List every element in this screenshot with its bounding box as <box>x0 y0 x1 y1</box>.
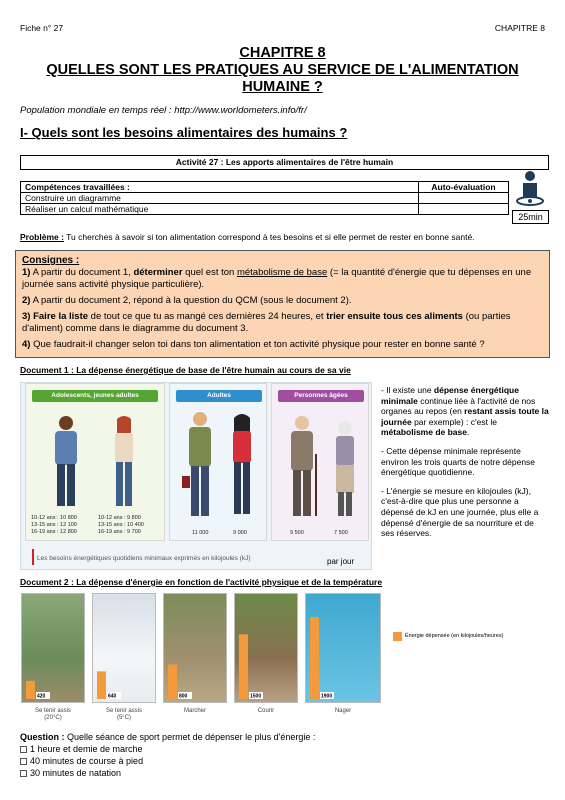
qcm <box>20 731 550 779</box>
qcm-option[interactable]: 1 heure et demie de marche <box>20 743 550 755</box>
elderly-woman-figure <box>330 420 360 520</box>
panel-title: Adultes <box>176 390 262 402</box>
adult-woman-figure <box>226 414 258 518</box>
problem-text: Tu cherches à savoir si ton alimentation correspond à tes besoins et si elle permet de rester en bonne santé. <box>63 232 475 242</box>
individual-work-icon <box>516 170 544 208</box>
qcm-option[interactable]: 40 minutes de course à pied <box>20 755 550 767</box>
energy-bar <box>26 681 35 699</box>
document-1-text <box>381 385 549 547</box>
bar-layer <box>20 591 385 703</box>
legend-swatch <box>393 632 402 641</box>
document-1-title: Document 1 : La dépense énergétique de base de l'être humain au cours de sa vie <box>20 365 351 375</box>
competences-table <box>20 181 509 215</box>
checkbox-icon[interactable] <box>20 758 27 765</box>
qcm-option[interactable]: 30 minutes de natation <box>20 767 550 779</box>
consignes-title: Consignes : <box>22 255 80 266</box>
legend-label: Énergie dépensée (en kilojoules/heures) <box>405 633 504 639</box>
bar-value-label: 1500 <box>250 693 262 700</box>
question-label: Question : <box>20 732 65 742</box>
teen-girl-figure <box>108 416 140 510</box>
checkbox-icon[interactable] <box>20 746 27 753</box>
activity-title: Activité 27 : Les apports alimentaires de l'être humain <box>20 155 549 170</box>
checkbox-icon[interactable] <box>20 770 27 777</box>
document-1-illustration <box>20 382 372 570</box>
consignes-box <box>15 250 550 358</box>
energy-bar <box>239 634 248 699</box>
consigne-4: 4) Que faudrait-il changer selon toi dans ton alimentation et ton activité physique pour rester en bonne santé ? <box>22 339 485 350</box>
side-paragraph-3: - L'énergie se mesure en kilojoules (kJ), c'est-à-dire que plus une personne a dépensé de kJ en une journée, plus elle a dépensé d'énergie de sa nourriture et de ses réserves. <box>381 485 539 539</box>
competence-row: Construire un diagramme <box>21 193 419 204</box>
teen-girl-values: 10-12 ans : 9 800 13-15 ans : 10 400 16-19 ans : 9 700 <box>98 515 144 535</box>
side-paragraph-1: - Il existe une dépense énergétique minimale continue liée à l'activité de nos organes au repos (en restant assis toute la journée par exemple) : c'est le métabolisme de base. <box>381 385 549 438</box>
side-paragraph-2: - Cette dépense minimale représente environ les trois quarts de notre dépense énergétique quotidienne. <box>381 445 536 478</box>
panel-personnes-agees <box>271 383 369 541</box>
duration-badge: 25min <box>512 210 549 224</box>
elderly-woman-value: 7 500 <box>334 530 348 536</box>
evaluation-cell[interactable] <box>419 193 509 204</box>
panel-adolescents <box>25 383 165 541</box>
bar-value-label: 1900 <box>321 693 333 700</box>
document-2-title: Document 2 : La dépense d'énergie en fonction de l'activité physique et de la température <box>20 577 383 587</box>
teen-boy-figure <box>48 414 84 510</box>
footer-marker <box>32 549 34 565</box>
consigne-2: 2) A partir du document 2, répond à la question du QCM (sous le document 2). <box>22 295 352 306</box>
panel-title: Personnes âgées <box>278 390 364 402</box>
bar-value-label: 800 <box>179 693 188 700</box>
bar-label: Se tenir assis (20°C) <box>34 708 71 721</box>
question-text: Quelle séance de sport permet de dépenser le plus d'énergie : <box>64 732 316 742</box>
bar-label: Marcher <box>183 708 206 714</box>
evaluation-cell[interactable] <box>419 204 509 215</box>
elderly-man-value: 9 500 <box>290 530 304 536</box>
adult-man-value: 11 000 <box>192 530 209 536</box>
document-1-footer-suffix: par jour <box>327 557 355 566</box>
competences-header: Compétences travaillées : <box>21 182 419 193</box>
bar-label: Se tenir assis (5°C) <box>105 708 142 721</box>
chapter-label: CHAPITRE 8 <box>494 23 545 33</box>
consigne-1: 1) A partir du document 1, déterminer quel est ton métabolisme de base (= la quantité d'énergie que tu dépenses en une journée sans activité physique particulière). <box>22 267 532 290</box>
page-title-line3: HUMAINE ? <box>242 79 323 95</box>
energy-bar <box>97 671 106 699</box>
problem-label: Problème : <box>20 232 64 242</box>
document-2-chart <box>20 591 385 726</box>
page-title: QUELLES SONT LES PRATIQUES AU SERVICE DE L'ALIMENTATION <box>46 62 519 78</box>
chapter-title: CHAPITRE 8 <box>239 45 326 61</box>
problem-statement <box>20 232 550 242</box>
energy-bar <box>168 664 177 699</box>
bar-value-label: 640 <box>108 693 117 700</box>
energy-bar <box>310 617 319 699</box>
population-link[interactable]: Population mondiale en temps réel : http://www.worldometers.info/fr/ <box>20 105 307 116</box>
bar-value-label: 420 <box>37 693 46 700</box>
bar-label: Nager <box>334 708 352 714</box>
adult-woman-value: 9 000 <box>233 530 247 536</box>
section-heading: I- Quels sont les besoins alimentaires des humains ? <box>20 125 348 140</box>
document-1-footer: Les besoins énergétiques quotidiens minimaux exprimés en kilojoules (kJ) <box>37 555 251 562</box>
consigne-3: 3) Faire la liste de tout ce que tu as mangé ces dernières 24 heures, et trier ensuite tous ces aliments (ou parties d'aliment) comme dans le diagramme du document 3. <box>22 311 511 334</box>
auto-evaluation-header: Auto-évaluation <box>419 182 509 193</box>
panel-adultes <box>169 383 267 541</box>
panel-title: Adolescents, jeunes adultes <box>32 390 158 402</box>
teen-boy-values: 10-12 ans : 10 800 13-15 ans : 12 100 16-19 ans : 12 800 <box>31 515 77 535</box>
elderly-man-figure <box>284 414 322 520</box>
fiche-number: Fiche n° 27 <box>20 23 64 33</box>
bar-label: Courir <box>257 708 275 714</box>
competence-row: Réaliser un calcul mathématique <box>21 204 419 215</box>
adult-man-figure <box>182 410 218 520</box>
